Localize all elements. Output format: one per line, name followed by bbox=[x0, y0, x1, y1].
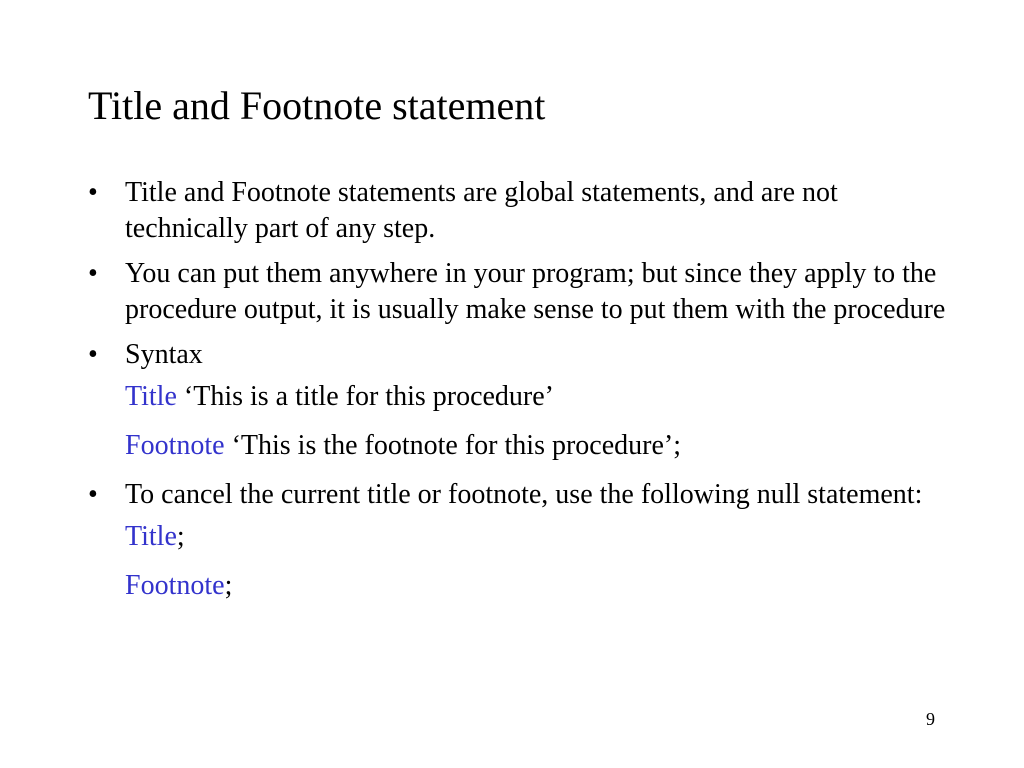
bullet-icon: • bbox=[88, 258, 98, 289]
bullet-text: To cancel the current title or footnote, use the following null statement: bbox=[125, 479, 923, 510]
bullet-icon: • bbox=[88, 479, 98, 510]
bullet-icon: • bbox=[88, 177, 98, 208]
syntax-example-title bbox=[88, 379, 948, 415]
bullet-item bbox=[88, 337, 948, 373]
null-example-text: ; bbox=[224, 570, 233, 601]
null-example-title bbox=[88, 519, 948, 555]
page-number: 9 bbox=[926, 709, 935, 729]
slide-title: Title and Footnote statement bbox=[88, 83, 546, 128]
syntax-example-footnote bbox=[88, 428, 948, 464]
bullet-icon: • bbox=[88, 339, 98, 370]
keyword-title: Title bbox=[125, 381, 177, 412]
bullet-item bbox=[88, 256, 948, 328]
keyword-title: Title bbox=[125, 521, 177, 552]
keyword-footnote: Footnote bbox=[125, 430, 225, 461]
bullet-text: Syntax bbox=[125, 339, 203, 370]
bullet-text: Title and Footnote statements are global statements, and are not technically part of any step. bbox=[125, 177, 838, 244]
null-example-text: ; bbox=[176, 521, 185, 552]
slide-content bbox=[88, 175, 948, 617]
syntax-example-text: ‘This is the footnote for this procedure’; bbox=[224, 430, 681, 461]
keyword-footnote: Footnote bbox=[125, 570, 225, 601]
bullet-item bbox=[88, 175, 948, 247]
syntax-example-text: ‘This is a title for this procedure’ bbox=[176, 381, 555, 412]
bullet-text: You can put them anywhere in your program; but since they apply to the procedure output, it is usually make sense to put them with the procedure bbox=[125, 258, 946, 325]
bullet-item bbox=[88, 477, 948, 513]
null-example-footnote bbox=[88, 568, 948, 604]
